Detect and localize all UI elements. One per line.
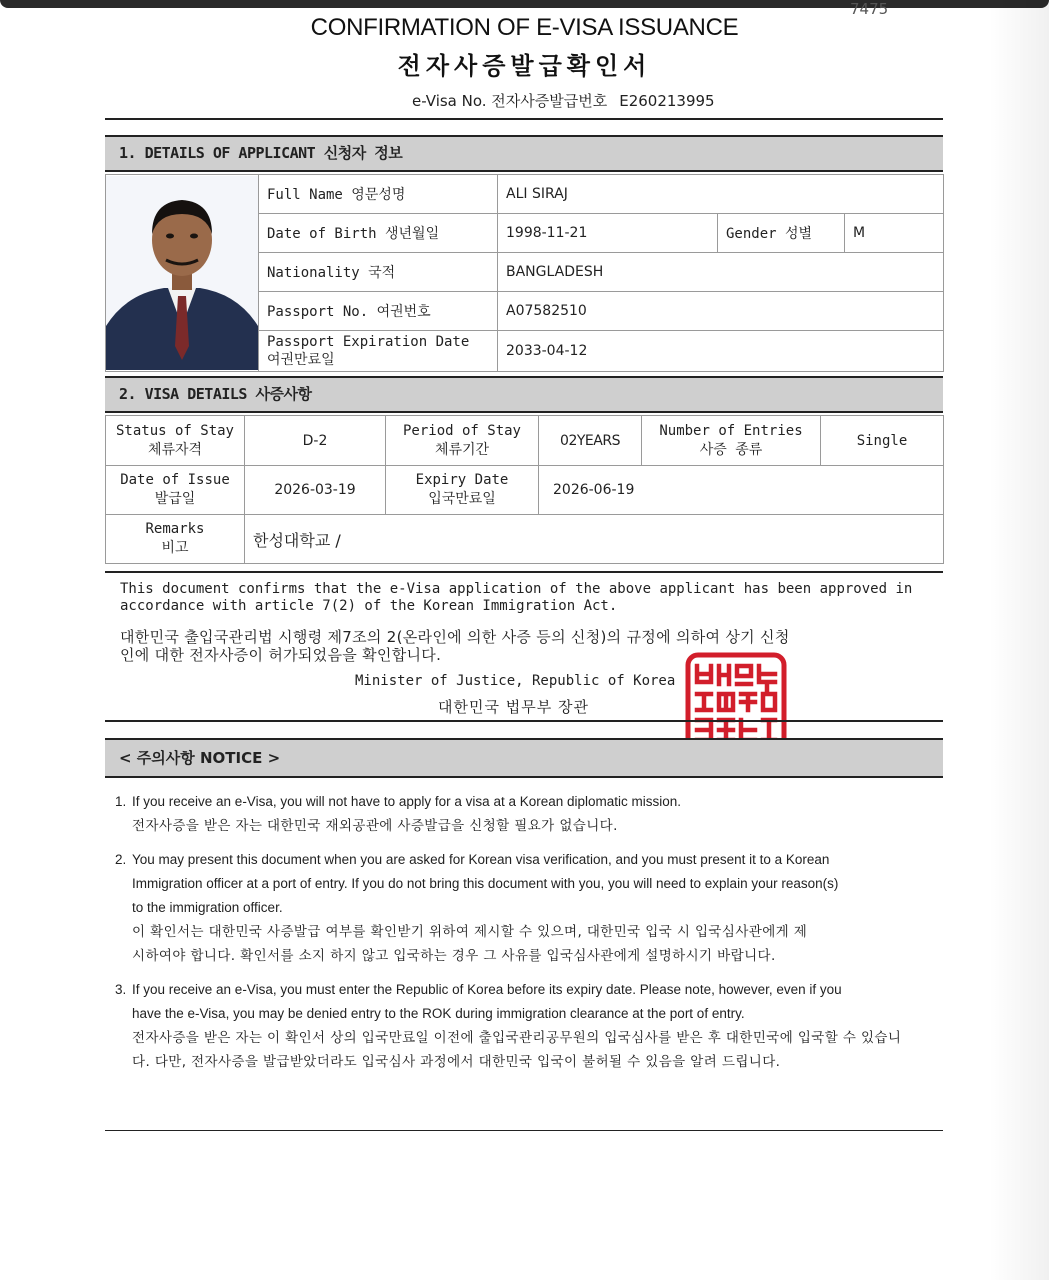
entries-label: Number of Entries 사증 종류 <box>642 416 821 466</box>
full-name-value: ALI SIRAJ <box>498 175 944 214</box>
remarks-label: Remarks 비고 <box>106 515 245 564</box>
expiry-date-label: Expiry Date 입국만료일 <box>386 466 539 515</box>
applicant-photo <box>106 175 259 372</box>
confirmation-text-ko: 대한민국 출입국관리법 시행령 제7조의 2(온라인에 의한 사증 등의 신청)의 규정에 의하여 상기 신청 인에 대한 전자사증이 허가되었음을 확인합니다. <box>120 628 790 664</box>
page-counter: 7475 <box>850 0 889 18</box>
page-shadow <box>989 0 1049 1280</box>
applicant-photo-image <box>106 176 258 370</box>
dob-label: Date of Birth 생년월일 <box>259 214 498 253</box>
divider <box>105 571 943 573</box>
document-title-ko: 전자사증발급확인서 <box>397 52 652 80</box>
document-title-en: CONFIRMATION OF E-VISA ISSUANCE <box>310 14 739 41</box>
notice-item-3: 3. If you receive an e-Visa, you must enter the Republic of Korea before its expiry date. Please note, however, even if you have the e-Visa, you may be denied entry to the ROK during immigration clearance at the port of entry. 전자사증을 받은 자는 이 확인서 상의 입국만료일 이전에 출입국관리공무원의 입국심사를 받은 후 대한민국에 입국할 수 있습니 다. 다만, 전자사증을 발급받았더라도 입국심사 과정에서 대한민국 입국이 불허될 수 있음을 알려 드립니다. <box>115 982 902 1070</box>
full-name-label: Full Name 영문성명 <box>259 175 498 214</box>
nationality-label: Nationality 국적 <box>259 253 498 292</box>
visa-section-header: 2. VISA DETAILS 사증사항 <box>105 376 943 413</box>
minister-title-ko: 대한민국 법무부 장관 <box>438 698 589 716</box>
issue-date-value: 2026-03-19 <box>245 466 386 515</box>
nationality-value: BANGLADESH <box>498 253 944 292</box>
notice-item-2: 2. You may present this document when you are asked for Korean visa verification, and you must present it to a Korean Immigration officer at a port of entry. If you do not bring this document with you, you will need to explain your reason(s) to the immigration officer. 이 확인서는 대한민국 사증발급 여부를 확인받기 위하여 제시할 수 있으며, 대한민국 입국 시 입국심사관에게 제 시하여야 합니다. 확인서를 소지 하지 않고 입국하는 경우 그 사유를 입국심사관에게 설명하시기 바랍니다. <box>115 852 839 964</box>
remarks-value: 한성대학교 / <box>245 515 944 564</box>
minister-title-en: Minister of Justice, Republic of Korea <box>355 673 676 689</box>
issue-date-label: Date of Issue 발급일 <box>106 466 245 515</box>
gender-label: Gender 성별 <box>718 214 845 253</box>
evisa-number <box>412 90 727 111</box>
applicant-table <box>105 174 944 372</box>
confirmation-text-en: This document confirms that the e-Visa application of the above applicant has been approved in accordance with article 7(2) of the Korean Immigration Act. <box>120 581 913 614</box>
divider <box>105 720 943 722</box>
passport-expiry-label: Passport Expiration Date 여권만료일 <box>259 331 498 372</box>
dob-value: 1998-11-21 <box>498 214 718 253</box>
notice-section-header: < 주의사항 NOTICE > <box>105 738 943 778</box>
divider <box>105 1130 943 1131</box>
evisa-number-label: e-Visa No. 전자사증발급번호 <box>412 92 608 110</box>
notice-item-1: 1. If you receive an e-Visa, you will not have to apply for a visa at a Korean diplomatic mission. 전자사증을 받은 자는 대한민국 재외공관에 사증발급을 신청할 필요가 없습니다. <box>115 794 682 834</box>
expiry-date-value: 2026-06-19 <box>539 466 944 515</box>
top-bezel <box>0 0 1049 8</box>
gender-value: M <box>845 214 944 253</box>
visa-table <box>105 415 944 564</box>
notice-list <box>115 790 945 1084</box>
passport-no-value: A07582510 <box>498 292 944 331</box>
period-of-stay-label: Period of Stay 체류기간 <box>386 416 539 466</box>
passport-expiry-value: 2033-04-12 <box>498 331 944 372</box>
status-of-stay-value: D-2 <box>245 416 386 466</box>
status-of-stay-label: Status of Stay 체류자격 <box>106 416 245 466</box>
period-of-stay-value: 02YEARS <box>539 416 642 466</box>
applicant-section-header: 1. DETAILS OF APPLICANT 신청자 정보 <box>105 135 943 172</box>
passport-no-label: Passport No. 여권번호 <box>259 292 498 331</box>
divider <box>105 118 943 120</box>
entries-value: Single <box>821 416 944 466</box>
evisa-number-value: E260213995 <box>619 92 715 110</box>
